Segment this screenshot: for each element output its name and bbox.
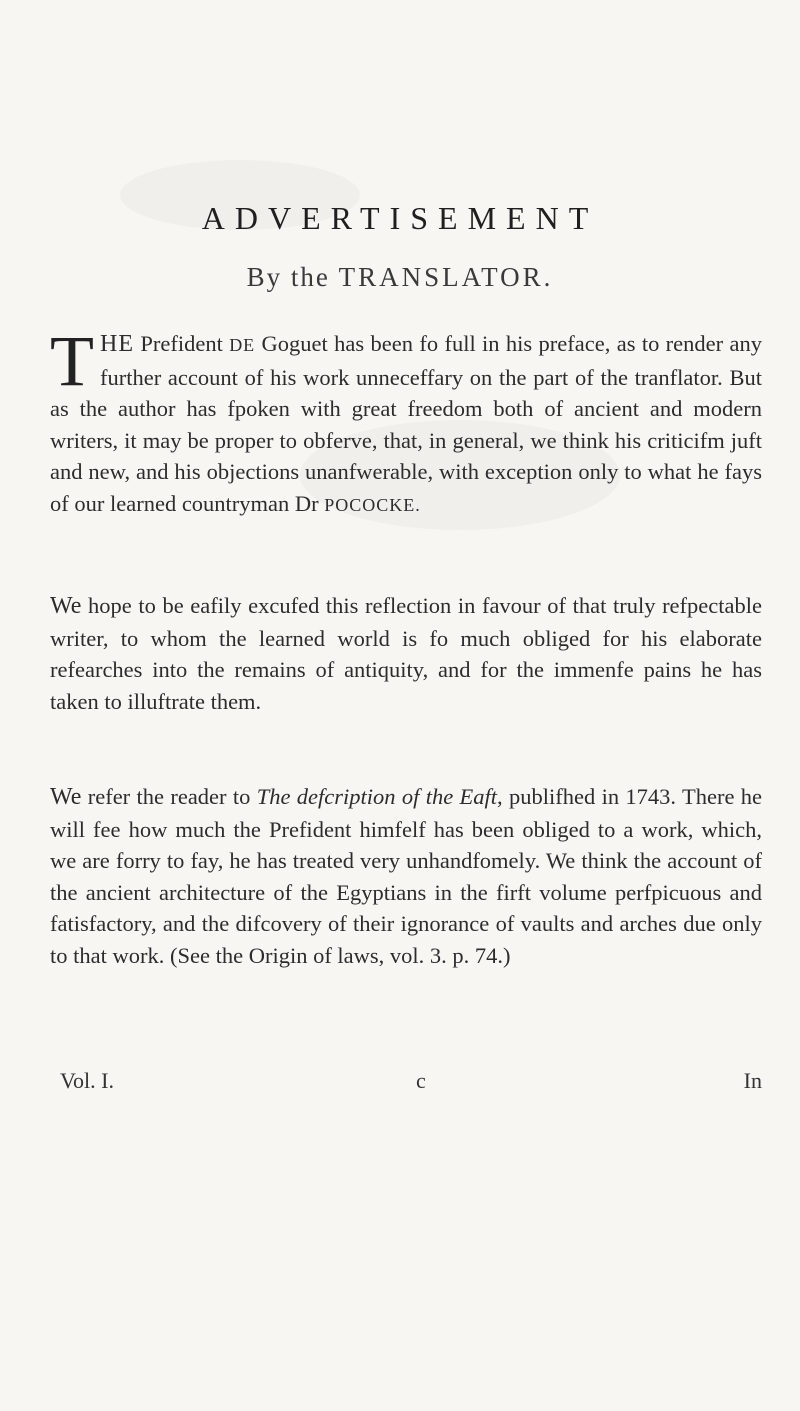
subtitle-prefix: By the: [246, 262, 330, 292]
paragraph-lead: We: [50, 593, 82, 619]
paragraph-text: Goguet has been fo full in his preface, as to render any further account of his work unneceffary on the part of the tranflator. But as the author has fpoken with great freedom both of ancient and modern writers, it may be proper to obferve, that, in general, we think his criticifm juft and new, and his objections unanfwerable, with exception only to what he fays of our learned countryman Dr: [50, 331, 762, 516]
catchword: In: [743, 1068, 762, 1093]
small-caps-name: POCOCKE.: [324, 494, 421, 515]
paragraph-1: [50, 321, 762, 521]
paragraph-text: hope to be eafily excufed this reflection in favour of that truly refpectable writer, to whom the learned world is fo much obliged for his elaborate refearches into the remains of antiquity, and for the immenfe pains he has taken to illuftrate them.: [50, 593, 762, 714]
small-caps-text: DE: [229, 335, 256, 355]
paragraph-lead: We: [50, 784, 82, 810]
page-subtitle: [0, 262, 800, 293]
paragraph-2: [50, 590, 762, 717]
drop-cap: T: [50, 321, 94, 401]
title-text: ADVERTISEMENT: [201, 200, 599, 236]
page-footer: [50, 1068, 762, 1100]
paragraph-text: Prefident: [133, 331, 230, 356]
signature-mark: c: [416, 1068, 426, 1093]
book-title-italic: The defcription of the Eaft: [256, 784, 498, 809]
paragraph-lead: HE: [99, 331, 134, 357]
volume-marker: Vol. I.: [60, 1068, 114, 1093]
paragraph-3: [50, 781, 762, 971]
paragraph-text: refer the reader to: [81, 784, 257, 809]
page-title: [0, 200, 800, 237]
paragraph-text: , publifhed in 1743. There he will fee how much the Prefident himfelf has been obliged to a work, which, we are forry to fay, he has treated very unhandfomely. We think the account of the ancient architecture of the Egyptians in the firft volume perfpicuous and fatisfactory, and the difcovery of their ignorance of vaults and arches due only to that work. (See the Origin of laws, vol. 3. p. 74.): [50, 784, 762, 968]
subtitle-caps: TRANSLATOR.: [338, 262, 554, 292]
